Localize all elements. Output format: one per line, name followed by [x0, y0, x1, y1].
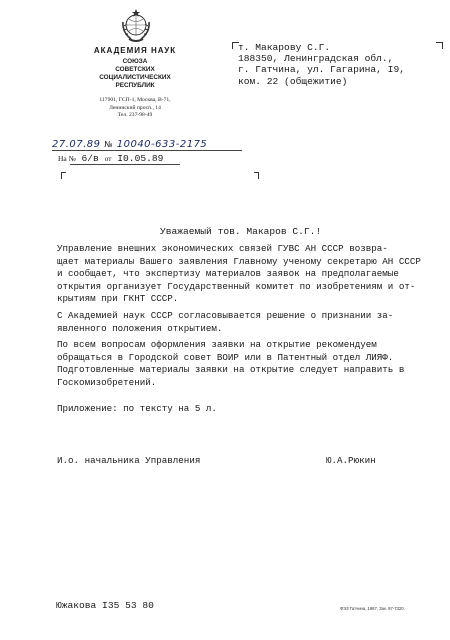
text-line: щает материалы Вашего заявления Главному ученому секретарю АН СССР: [57, 255, 421, 267]
letterhead-union: [40, 58, 230, 90]
greeting: Уважаемый тов. Макаров С.Г.!: [160, 226, 322, 237]
text-line: Управление внешних экономических связей ГУВС АН СССР возвра-: [57, 243, 388, 254]
paragraph: [57, 243, 442, 306]
attachment-note: Приложение: по тексту на 5 л.: [57, 403, 217, 414]
letter-body: [57, 239, 442, 390]
from-label: от: [104, 154, 112, 163]
addressee-line: т. Макарову С.Г.: [238, 42, 331, 53]
in-reply-label: На №: [58, 154, 76, 163]
text-line: Подготовленные материалы заявки на открытие следует направить в: [57, 364, 405, 376]
incoming-reference: [58, 153, 163, 164]
in-reply-date: I0.05.89: [117, 153, 164, 164]
letterhead-union-line: СОЦИАЛИСТИЧЕСКИХ: [99, 74, 171, 81]
letterhead-address-line: Ленинский просп., 14: [109, 104, 161, 111]
text-line: и сообщает, что экспертизу материалов заявок на предполагаемые: [57, 268, 399, 280]
number-label: №: [104, 140, 114, 149]
signature-title: И.о. начальника Управления: [57, 455, 201, 466]
addressee-line: 188350, Ленинградская обл.,: [238, 53, 394, 65]
subject-bracket-mark: [61, 172, 66, 179]
in-reply-number: 6/в: [81, 153, 99, 164]
print-imprint: ФЭЗ Гатчина, 1987, Зак. 97-7320.: [340, 606, 405, 611]
letterhead-academy: АКАДЕМИЯ НАУК: [93, 46, 177, 55]
addressee-line: ком. 22 (общежитие): [238, 75, 348, 87]
executor-line: Южакова I35 53 80: [56, 600, 154, 611]
signature-name: Ю.А.Рюкин: [326, 455, 376, 466]
text-line: По всем вопросам оформления заявки на открытие рекомендуем: [57, 339, 377, 351]
letterhead-address: [40, 97, 230, 120]
subject-bracket-mark: [254, 172, 259, 179]
text-line: обращаться в Городской совет ВОИР или в Патентный отдел ЛИЯФ.: [57, 351, 394, 363]
text-line: крытиям при ГКНТ СССР.: [57, 293, 179, 305]
reference-underline: [70, 164, 180, 165]
handwritten-date: 27.07.89: [52, 139, 101, 150]
text-line: явленного положения открытием.: [57, 322, 223, 334]
text-line: С Академией наук СССР согласовывается решение о признании за-: [57, 309, 394, 321]
handwritten-number: 10040-633-2175: [116, 139, 208, 150]
text-line: открытия организует Государственный комитет по изобретениям и от-: [57, 280, 416, 292]
text-line: Госкомизобретений.: [57, 376, 157, 388]
letterhead-address-line: Тел. 237-98-49: [117, 112, 153, 119]
letterhead-union-line: РЕСПУБЛИК: [115, 82, 155, 89]
addressee-line: г. Гатчина, ул. Гагарина, I9,: [238, 64, 405, 76]
paragraph: [57, 339, 442, 389]
state-emblem-icon: [118, 8, 154, 44]
paragraph: [57, 310, 442, 335]
letterhead-union-line: СОЮЗА: [122, 58, 148, 65]
letterhead-address-line: 117901, ГСП-1, Москва, В-71,: [99, 97, 171, 103]
outgoing-reference: [52, 139, 207, 150]
reference-underline: [52, 150, 242, 151]
letterhead-union-line: СОВЕТСКИХ: [115, 66, 155, 73]
addressee-block: [238, 42, 443, 87]
